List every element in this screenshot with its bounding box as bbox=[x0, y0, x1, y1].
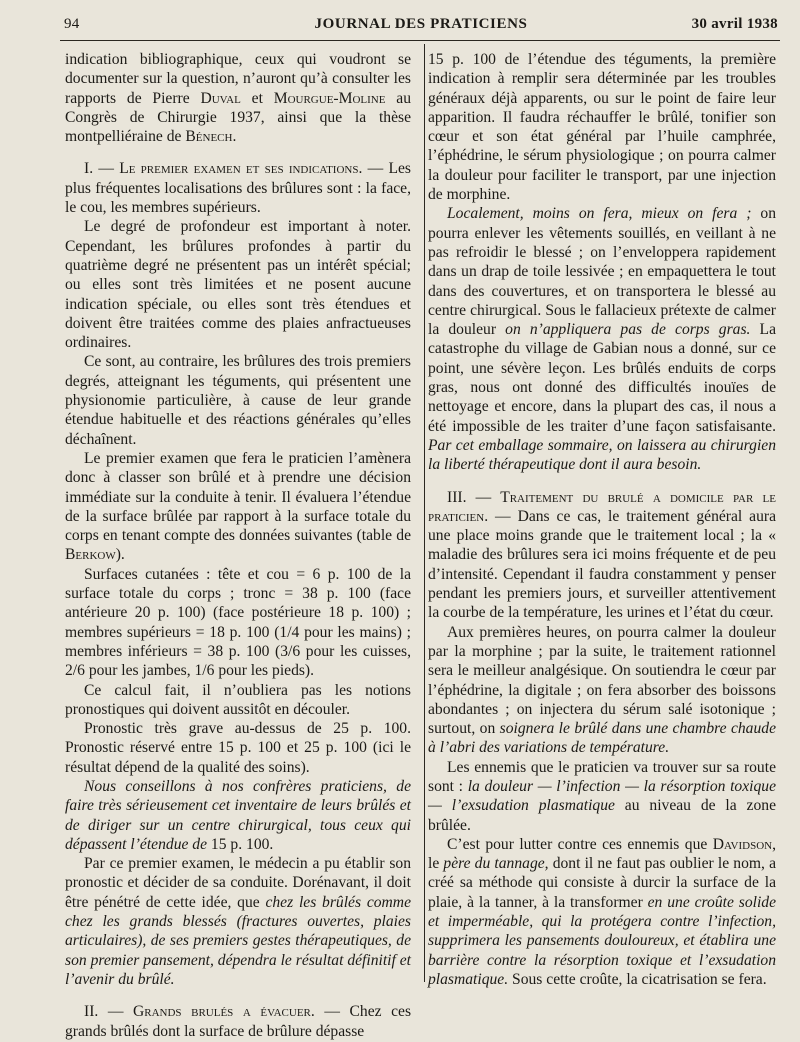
section-heading: I. — Le premier examen et ses indications. — bbox=[84, 160, 384, 178]
column-divider bbox=[424, 44, 425, 982]
paragraph: Nous conseillons à nos confrères praticiens, de faire très sérieusement cet inventaire de leurs brûlés et de diriger sur un centre chirurgical, tous ceux qui dépassent l’étendue de 15 p. 100. bbox=[65, 777, 411, 853]
paragraph: Ce calcul fait, il n’oubliera pas les notions pronostiques qui doivent aussitôt en découler. bbox=[65, 681, 411, 718]
page-header bbox=[64, 12, 778, 34]
section-2: II. — Grands brulés a évacuer. — Chez ces grands brûlés dont la surface de brûlure dépasse bbox=[65, 1003, 412, 1040]
paragraph: Les ennemis que le praticien va trouver sur sa route sont : la douleur — l’infection — la résorption toxique — l’exsudation plasmatique au niveau de la zone brûlée. bbox=[428, 758, 777, 834]
section-heading: II. — Grands brulés a évacuer. — bbox=[84, 1003, 340, 1021]
page-number: 94 bbox=[64, 16, 80, 32]
header-rule bbox=[60, 40, 780, 41]
paragraph: Par ce premier examen, le médecin a pu établir son pronostic et décider de sa conduite. Dorénavant, il doit être pénétré de cette idée, que chez les brûlés comme chez les grands blessés (fractures ouvertes, plaies articulaires), de ses premiers gestes thérapeutiques, de son premier pansement, dépendra le résultat définitif et l’avenir du brûlé. bbox=[65, 855, 411, 988]
left-column bbox=[65, 50, 411, 1041]
paragraph: C’est pour lutter contre ces ennemis que Davidson, le père du tannage, dont il ne faut pas oublier le nom, a créé sa méthode qui consiste à durcir la surface de la plaie, à la tanner, à la transformer en une croûte solide et imperméable, qui la protégera contre l’infection, supprimera les pansements douloureux, et établira une barrière contre la résorption toxique et l’exsudation plasmatique. Sous cette croûte, la cicatrisation se fera. bbox=[428, 835, 776, 988]
paragraph: Le degré de profondeur est important à noter. Cependant, les brûlures profondes à partir du quatrième degré ne présentent pas un intérêt spécial; ou elles sont très limitées et ne posent aucune indication spéciale, ou elles sont très étendues et doivent être traitées comme des plaies anfractueuses ordinaires. bbox=[65, 218, 411, 352]
paragraph: Surfaces cutanées : tête et cou = 6 p. 100 de la surface totale du corps ; tronc = 38 p. 100 (face antérieure 20 p. 100) (face postérieure 18 p. 100) ; membres supérieurs = 18 p. 100 (1/4 pour les mains) ; membres inférieurs = 38 p. 100 (3/6 pour les cuisses, 2/6 pour les jambes, 1/6 pour les pieds). bbox=[65, 565, 411, 680]
paragraph: Localement, moins on fera, mieux on fera ; on pourra enlever les vêtements souillés, en veillant à ne pas refroidir le blessé ; on l’enveloppera rapidement dans un drap de toile lessivée ; en empaquettera le tout dans des couvertures, et on transportera le blessé au centre chirurgical. Sous le fallacieux prétexte de calmer la douleur on n’appliquera pas de corps gras. La catastrophe du village de Gabian nous a donné, sur ce point, une sévère leçon. Les brûlés enduits de corps gras, nous ont donné des difficultés inouïes de nettoyage et encore, dans la plupart des cas, il nous a été impossible de les traiter d’une façon satisfaisante. Par cet emballage sommaire, on laissera au chirurgien la liberté thérapeutique dont il aura besoin. bbox=[428, 205, 776, 474]
paragraph: indication bibliographique, ceux qui voudront se documenter sur la question, n’auront qu’à consulter les rapports de Pierre Duval et Mourgue-Moline au Congrès de Chirurgie 1937, ainsi que la thèse montpelliéraine de Bénech. bbox=[65, 51, 411, 146]
paragraph: Ce sont, au contraire, les brûlures des trois premiers degrés, atteignant les téguments, qui présentent une physionomie particulière, à cause de leur grande étendue habituelle et des réactions générales qu’elles déchaînent. bbox=[65, 353, 411, 448]
issue-date: 30 avril 1938 bbox=[691, 16, 778, 32]
section-3: III. — Traitement du brulé a domicile par le praticien. — Dans ce cas, le traitement général aura une place moins grande que le traitement local ; la « maladie des brûlures sera ici moins fréquente et de peu d’intensité. Cependant il faudra constamment y penser pendant les premiers jours, et surveiller attentivement la courbe de la température, les urines et l’état du cœur. bbox=[428, 488, 776, 622]
right-column bbox=[428, 50, 776, 989]
paragraph: 15 p. 100 de l’étendue des téguments, la première indication à remplir sera déterminée par les troubles généraux déjà apparents, ou sur le point de faire leur apparition. Il faudra réchauffer le brûlé, tonifier son cœur et son état général par l’huile camphrée, l’éphédrine, le sérum physiologique ; on pourra calmer la douleur pour faciliter le transport, par une injection de morphine. bbox=[428, 51, 776, 204]
paragraph: Le premier examen que fera le praticien l’amènera donc à classer son brûlé et à prendre une décision immédiate sur la conduite à tenir. Il évaluera l’étendue de la surface brûlée par rapport à la surface totale du corps en tenant compte des données suivantes (table de Berkow). bbox=[65, 449, 411, 564]
journal-title: JOURNAL DES PRATICIENS bbox=[314, 16, 528, 32]
section-1: I. — Le premier examen et ses indications. — Les plus fréquentes localisations des brûlures sont : la face, le cou, les membres supérieurs. bbox=[65, 160, 412, 217]
section-heading: III. — Traitement du brulé a domicile par le praticien. — bbox=[428, 488, 776, 525]
paragraph: Aux premières heures, on pourra calmer la douleur par la morphine ; par la suite, le traitement rationnel sera le meilleur analgésique. On soutiendra le cœur par l’éphédrine, la digitale ; on fera absorber des boissons abondantes ; on injectera du sérum salé isotonique ; surtout, on soignera le brûlé dans une chambre chaude à l’abri des variations de température. bbox=[428, 623, 776, 757]
paragraph: Pronostic très grave au-dessus de 25 p. 100. Pronostic réservé entre 15 p. 100 et 25 p. 100 (ici le résultat dépend de la qualité des soins). bbox=[65, 720, 411, 776]
